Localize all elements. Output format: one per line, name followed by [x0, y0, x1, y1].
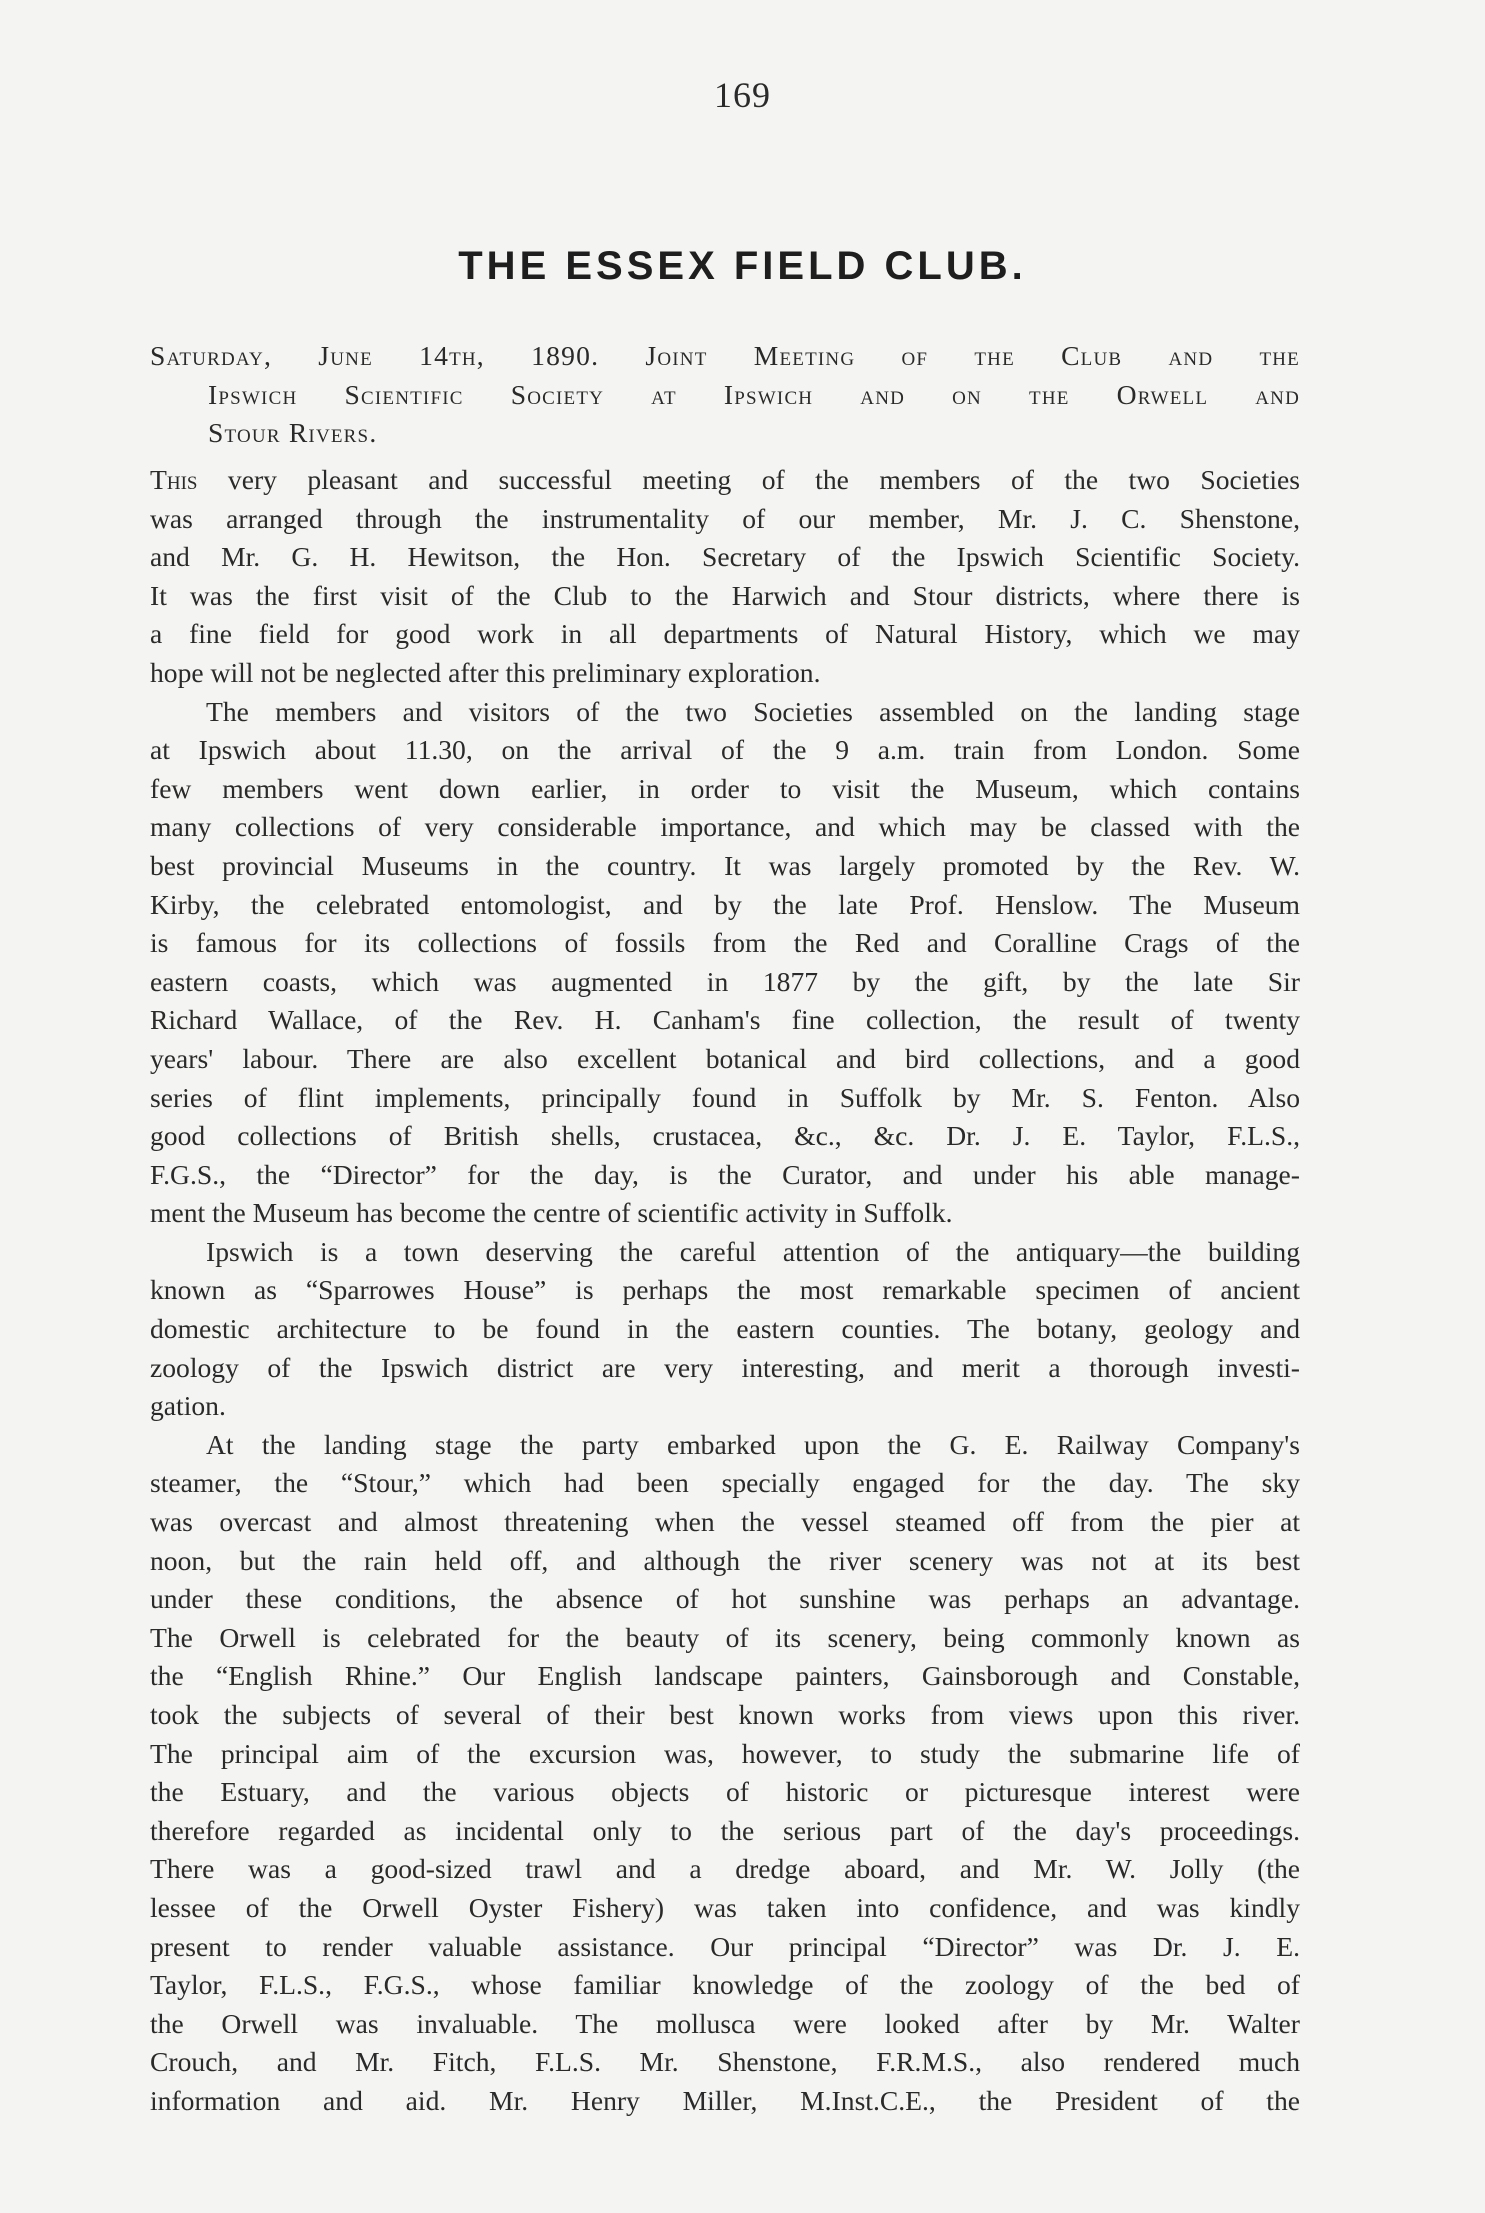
body-line: [150, 461, 1300, 500]
article-title: THE ESSEX FIELD CLUB.: [458, 244, 1027, 288]
body-line: years' labour. There are also excellent botanical and bird collections, and a good: [150, 1042, 1300, 1074]
body-line: steamer, the “Stour,” which had been specially engaged for the day. The sky: [150, 1467, 1300, 1499]
body-line: eastern coasts, which was augmented in 1877 by the gift, by the late Sir: [150, 965, 1300, 997]
body-line: present to render valuable assistance. Our principal “Director” was Dr. J. E.: [150, 1930, 1300, 1962]
body-line: took the subjects of several of their best known works from views upon this river.: [150, 1699, 1300, 1730]
body-line: is famous for its collections of fossils from the Red and Coralline Crags of the: [150, 927, 1300, 959]
body-line: Ipswich is a town deserving the careful attention of the antiquary—the building: [206, 1235, 1300, 1267]
body-line: the Estuary, and the various objects of historic or picturesque interest were: [150, 1776, 1300, 1808]
body-line: the Orwell was invaluable. The mollusca were looked after by Mr. Walter: [150, 2007, 1300, 2039]
body-line: at Ipswich about 11.30, on the arrival of the 9 a.m. train from London. Some: [150, 734, 1300, 766]
body-line: At the landing stage the party embarked upon the G. E. Railway Company's: [206, 1428, 1300, 1460]
body-line: F.G.S., the “Director” for the day, is the Curator, and under his able manage-: [150, 1158, 1300, 1190]
body-line: The Orwell is celebrated for the beauty of its scenery, being commonly known as: [150, 1621, 1300, 1653]
body-line: The principal aim of the excursion was, however, to study the submarine life of: [150, 1737, 1300, 1769]
body-line: lessee of the Orwell Oyster Fishery) was taken into confidence, and was kindly: [150, 1891, 1300, 1923]
body-line: It was the first visit of the Club to the Harwich and Stour districts, where there is: [150, 579, 1300, 611]
body-line: many collections of very considerable importance, and which may be classed with the: [150, 811, 1300, 843]
body-line: Kirby, the celebrated entomologist, and by the late Prof. Henslow. The Museum: [150, 888, 1300, 920]
body-line: was overcast and almost threatening when the vessel steamed off from the pier at: [150, 1506, 1300, 1538]
body-line: was arranged through the instrumentality of our member, Mr. J. C. Shenstone,: [150, 502, 1300, 534]
body-line: information and aid. Mr. Henry Miller, M.Inst.C.E., the President of the: [150, 2084, 1300, 2116]
body-line: domestic architecture to be found in the eastern counties. The botany, geology and: [150, 1313, 1300, 1345]
body-line: gation.: [150, 1390, 226, 1422]
body-line: the “English Rhine.” Our English landscape painters, Gainsborough and Constable,: [150, 1660, 1300, 1692]
meeting-subtitle: [150, 337, 1300, 453]
body-line: hope will not be neglected after this preliminary exploration.: [150, 656, 821, 688]
body-line: a fine field for good work in all departments of Natural History, which we may: [150, 618, 1300, 650]
body-line: Crouch, and Mr. Fitch, F.L.S. Mr. Shenstone, F.R.M.S., also rendered much: [150, 2046, 1300, 2078]
body-line: therefore regarded as incidental only to the serious part of the day's proceedings.: [150, 1814, 1300, 1846]
body-line: Richard Wallace, of the Rev. H. Canham's fine collection, the result of twenty: [150, 1004, 1300, 1036]
body-line: known as “Sparrowes House” is perhaps the most remarkable specimen of ancient: [150, 1274, 1300, 1306]
body-line: Taylor, F.L.S., F.G.S., whose familiar knowledge of the zoology of the bed of: [150, 1969, 1300, 2001]
page-number: 169: [714, 75, 771, 115]
body-line: noon, but the rain held off, and although the river scenery was not at its best: [150, 1544, 1300, 1576]
lead-word: This: [150, 464, 198, 495]
body-line: ment the Museum has become the centre of scientific activity in Suffolk.: [150, 1197, 953, 1229]
body-line: and Mr. G. H. Hewitson, the Hon. Secretary of the Ipswich Scientific Society.: [150, 541, 1300, 573]
subtitle-line: Stour Rivers.: [208, 417, 378, 449]
body-line: good collections of British shells, crustacea, &c., &c. Dr. J. E. Taylor, F.L.S.,: [150, 1120, 1300, 1152]
body-line: few members went down earlier, in order to visit the Museum, which contains: [150, 772, 1300, 804]
body-line: best provincial Museums in the country. It was largely promoted by the Rev. W.: [150, 849, 1300, 881]
body-line: series of flint implements, principally found in Suffolk by Mr. S. Fenton. Also: [150, 1081, 1300, 1113]
body-line: zoology of the Ipswich district are very interesting, and merit a thorough investi-: [150, 1351, 1300, 1383]
line-text: very pleasant and successful meeting of the members of the two Societies: [197, 464, 1300, 495]
subtitle-line: Ipswich Scientific Society at Ipswich and on the Orwell and: [208, 378, 1300, 410]
subtitle-line: Saturday, June 14th, 1890. Joint Meeting of the Club and the: [150, 340, 1300, 371]
body-line: There was a good-sized trawl and a dredge aboard, and Mr. W. Jolly (the: [150, 1853, 1300, 1885]
body-line: The members and visitors of the two Societies assembled on the landing stage: [206, 695, 1300, 727]
body-line: under these conditions, the absence of hot sunshine was perhaps an advantage.: [150, 1583, 1300, 1615]
article-body: [150, 461, 1300, 2121]
